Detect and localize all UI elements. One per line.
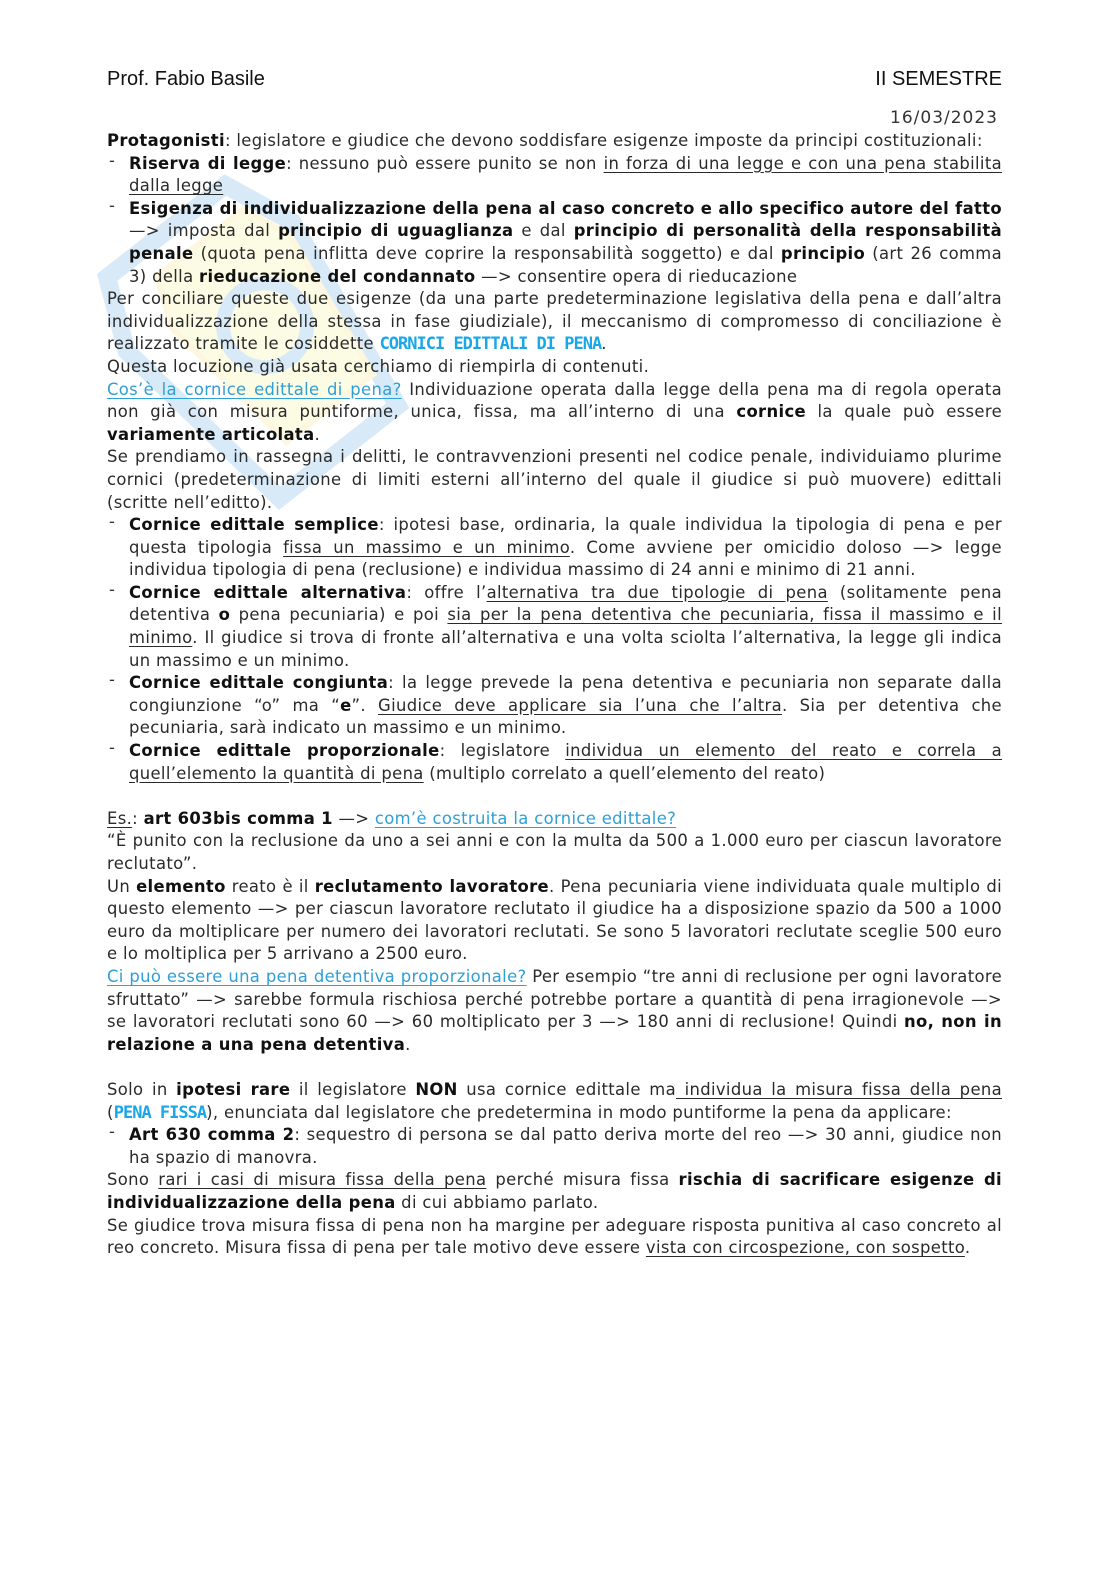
paragraph-esempio <box>107 808 1002 831</box>
term: variamente articolata <box>107 424 315 444</box>
text: : offre l’ <box>406 582 487 602</box>
text: il legislatore <box>290 1079 416 1099</box>
term: principio di uguaglianza <box>278 221 514 241</box>
spacer <box>107 785 1002 808</box>
term: ipotesi rare <box>176 1079 291 1099</box>
text: Per conciliare queste due esigenze (da una parte predeterminazione legislativa della pena e dall’altra individualizzazione della stessa in fase giudiziale), il meccanismo di compromesso di conciliazione è realizzato tramite le cosiddette <box>107 289 1002 354</box>
term: o <box>218 605 231 625</box>
paragraph-protagonisti <box>107 130 1002 153</box>
text: . Il giudice si trova di fronte all’alternativa e una volta sciolta l’alternativa, la legge gli indica un massimo e un minimo. <box>129 628 1002 670</box>
page-header <box>107 68 1002 91</box>
underlined-text: Es. <box>107 808 133 828</box>
text: (quota pena inflitta deve coprire la responsabilità soggetto) e dal <box>193 243 781 263</box>
underlined-text: rari i casi di misura fissa della pena <box>158 1170 487 1190</box>
text: Un <box>107 876 137 896</box>
underlined-text: fissa un massimo e un minimo <box>283 537 570 557</box>
text: (multiplo correlato a quell’elemento del reato) <box>423 763 826 783</box>
text: e dal <box>513 221 574 241</box>
text: —> consentire opera di rieducazione <box>475 266 798 286</box>
lecture-date: 16/03/2023 <box>890 108 998 128</box>
list-item <box>107 672 1002 740</box>
text: Per esempio “tre anni di reclusione per ogni lavoratore sfruttato” —> sarebbe formula rischiosa perché potrebbe portare a quantità di pena irragionevole —> se lavoratori reclutati sono 60 —> 60 moltiplicato per 3 —> 180 anni di reclusione! Quindi <box>107 966 1003 1032</box>
term: cornice <box>736 402 807 422</box>
text: ( <box>107 1102 114 1122</box>
term-protagonisti: Protagonisti <box>107 131 225 150</box>
list-principi <box>107 153 1002 289</box>
spacer <box>107 1056 1002 1079</box>
question-link[interactable]: Ci può essere una pena detentiva proporzionale? <box>107 966 527 986</box>
text: di cui abbiamo parlato. <box>395 1192 599 1212</box>
term: Cornice edittale semplice <box>129 515 379 535</box>
text: —> <box>332 808 375 828</box>
question-link[interactable]: Cos’è la cornice edittale di pena? <box>107 379 402 399</box>
term: rieducazione del condannato <box>199 266 476 286</box>
text: (solitamente pena detentiva <box>129 582 1003 625</box>
list-item <box>107 198 1002 288</box>
text: perché misura fissa <box>486 1170 679 1190</box>
text: Solo in <box>107 1079 177 1099</box>
term: Esigenza di individualizzazione della pena al caso concreto e allo specifico autore del fatto <box>129 198 1002 218</box>
term: rischia di sacrificare esigenze di individualizzazione della pena <box>107 1170 1003 1212</box>
text: Se giudice trova misura fissa di pena non ha margine per adeguare risposta punitiva al caso concreto al reo concreto. Misura fissa di pena per tale motivo deve essere <box>107 1215 1002 1258</box>
paragraph-circospezione <box>107 1215 1002 1260</box>
question-link[interactable]: com’è costruita la cornice edittale? <box>374 808 677 828</box>
highlight-pena-fissa: PENA FISSA <box>113 1102 207 1123</box>
paragraph-detentiva <box>107 966 1002 1056</box>
paragraph-cornice-definizione <box>107 379 1002 447</box>
text: usa cornice edittale ma <box>457 1079 677 1099</box>
term: NON <box>415 1079 458 1099</box>
list-item <box>107 740 1002 785</box>
term: Cornice edittale proporzionale <box>129 741 440 761</box>
paragraph-rassegna: Se prendiamo in rassegna i delitti, le contravvenzioni presenti nel codice penale, individuiamo plurime cornici (predeterminazione di limiti esterni all’interno del quale il giudice si può muovere) edittali (scritte nell’editto). <box>107 447 1002 512</box>
underlined-text: individua un elemento del reato e correla a quell’elemento la quantità di pena <box>129 741 1002 783</box>
text: : sequestro di persona se dal patto deriva morte del reo —> 30 anni, giudice non ha spazio di manovra. <box>129 1125 1002 1167</box>
term: principio <box>780 243 866 263</box>
text: . <box>964 1238 971 1258</box>
term: Art 630 comma 2 <box>129 1125 295 1145</box>
term: no, non in relazione a una pena detentiva <box>107 1012 1002 1054</box>
list-art630 <box>107 1124 1002 1169</box>
term: e <box>340 695 352 715</box>
text: . Come avviene per omicidio doloso —> legge individua tipologia di pena (reclusione) e individua massimo di 24 anni e minimo di 21 anni. <box>129 537 1002 580</box>
text: pena pecuniaria) e poi <box>230 605 448 625</box>
text: : <box>132 808 144 828</box>
text: Individuazione operata dalla legge della pena ma di regola operata non già con misura puntiforme, unica, fissa, ma all’interno di una <box>107 379 1002 422</box>
text: : ipotesi base, ordinaria, la quale individua la tipologia di pena e per questa tipologia <box>129 515 1002 557</box>
term: principio di personalità della responsabilità penale <box>129 221 1002 263</box>
underlined-text: sia per la pena detentiva che pecuniaria, fissa il massimo e il minimo <box>129 605 1002 648</box>
underlined-text: individua la misura fissa della pena <box>676 1079 1003 1099</box>
paragraph-pena-fissa <box>107 1079 1002 1124</box>
text: reato è il <box>225 876 315 896</box>
list-item <box>107 514 1002 582</box>
paragraph-locuzione: Questa locuzione già usata cerchiamo di riempirla di contenuti. <box>107 356 650 376</box>
list-item <box>107 153 1002 198</box>
underlined-text: in forza di una legge e con una pena stabilita dalla legge <box>129 153 1002 196</box>
text: . Pena pecuniaria viene individuata quale multiplo di questo elemento —> per ciascun lavoratore reclutato il giudice ha a disposizione spazio da 500 a 1000 euro da moltiplicare per numero dei lavoratori reclutati. Se sono 5 lavoratori reclutate sceglie 500 euro e lo moltiplica per 5 arrivano a 2500 euro. <box>107 876 1002 964</box>
term: Cornice edittale alternativa <box>129 582 407 602</box>
underlined-text: alternativa tra due tipologie di pena <box>486 582 828 602</box>
paragraph-elemento <box>107 876 1002 966</box>
text: ), enunciata dal legislatore che predetermina in modo puntiforme la pena da applicare: <box>206 1102 952 1122</box>
underlined-text: Giudice deve applicare sia l’una che l’altra <box>378 695 782 715</box>
text: ”. <box>351 695 379 715</box>
text: : legislatore <box>439 741 566 761</box>
author-name: Prof. Fabio Basile <box>107 68 265 90</box>
term: elemento <box>136 876 226 896</box>
list-item <box>107 1124 1002 1169</box>
text: —> imposta dal <box>129 221 279 241</box>
underlined-text: vista con circospezione, con sospetto <box>645 1238 965 1258</box>
list-item <box>107 582 1002 672</box>
paragraph-conciliare <box>107 288 1002 356</box>
text: . <box>314 424 321 444</box>
text: . <box>601 334 607 354</box>
term: Riserva di legge <box>129 153 287 173</box>
term: Cornice edittale congiunta <box>129 673 389 693</box>
notes-body <box>107 130 1002 1260</box>
text: . <box>405 1034 411 1054</box>
paragraph-citazione: “È punito con la reclusione da uno a sei anni e con la multa da 500 a 1.000 euro per ciascun lavoratore reclutato”. <box>107 831 1002 873</box>
text: . Sia per detentiva che pecuniaria, sarà indicato un massimo e un minimo. <box>129 695 1002 738</box>
text: Sono <box>107 1170 159 1190</box>
semester-label: II SEMESTRE <box>875 68 1002 90</box>
paragraph-rari-casi <box>107 1169 1002 1214</box>
text: : legislatore e giudice che devono soddisfare esigenze imposte da principi costituzionali: <box>224 131 983 150</box>
highlight-cornici: CORNICI EDITTALI DI PENA <box>379 334 602 355</box>
term: reclutamento lavoratore <box>314 876 550 896</box>
text: : la legge prevede la pena detentiva e pecuniaria non separate dalla congiunzione “o” ma “ <box>129 673 1002 715</box>
list-cornici <box>107 514 1002 785</box>
text: : nessuno può essere punito se non <box>286 153 604 173</box>
term: art 603bis comma 1 <box>143 808 333 828</box>
text: (art 26 comma 3) della <box>129 243 1002 286</box>
text: la quale può essere <box>806 402 1002 422</box>
